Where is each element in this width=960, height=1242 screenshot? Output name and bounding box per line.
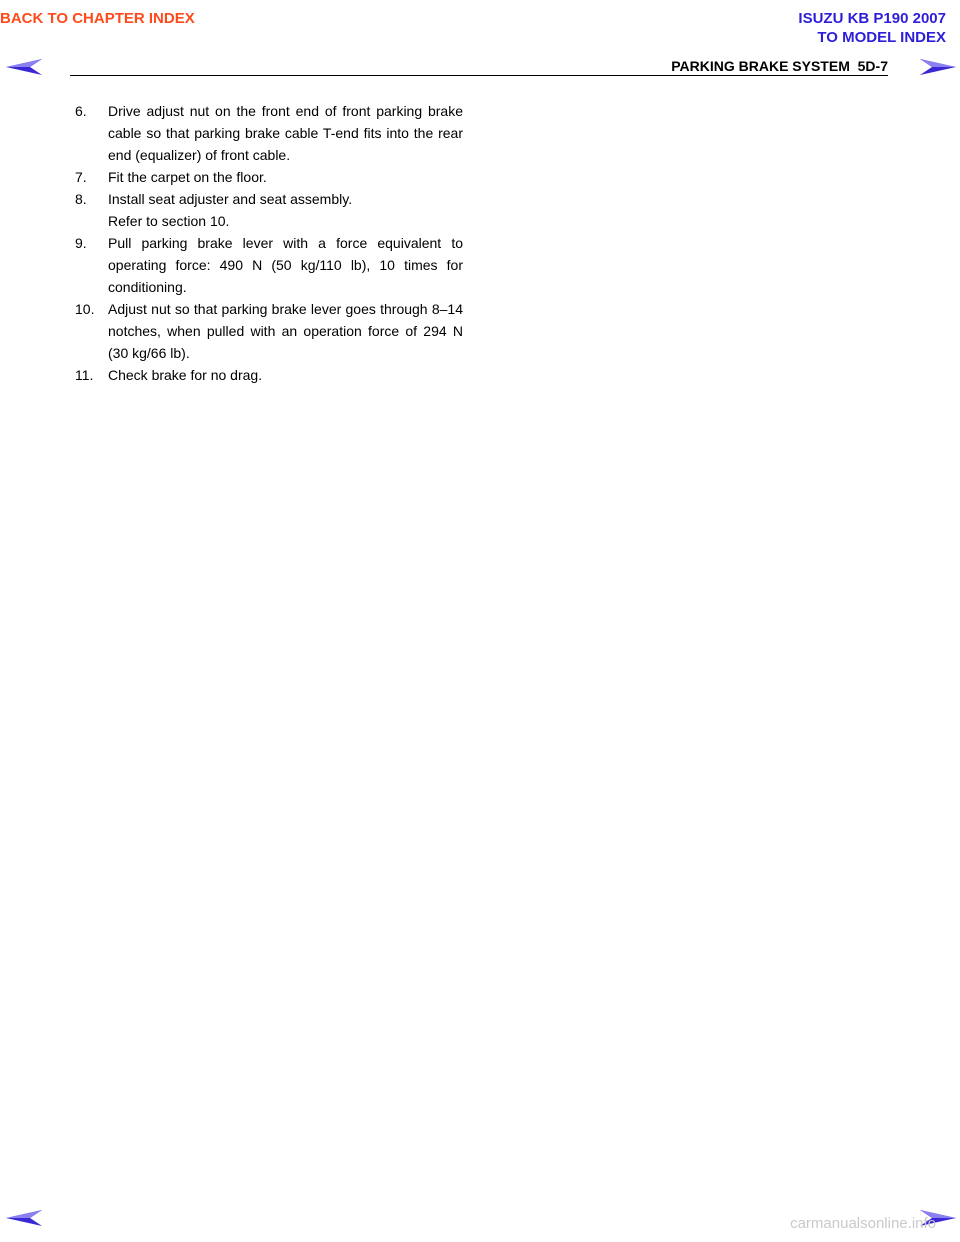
- previous-page-arrow-icon[interactable]: [4, 1208, 44, 1228]
- header-divider: [70, 75, 888, 76]
- back-to-chapter-index-link[interactable]: BACK TO CHAPTER INDEX: [0, 10, 195, 27]
- step-number: 11.: [75, 367, 94, 383]
- step-text: Adjust nut so that parking brake lever goes through 8–14 notches, when pulled with an operation force of 294 N (30 kg/66 lb).: [108, 301, 463, 361]
- section-header: PARKING BRAKE SYSTEM 5D-7: [671, 58, 888, 74]
- previous-page-arrow-icon[interactable]: [4, 57, 44, 77]
- step-text: Install seat adjuster and seat assembly.: [108, 191, 353, 207]
- list-item: [75, 100, 463, 166]
- to-model-index-link[interactable]: TO MODEL INDEX: [817, 29, 946, 46]
- list-item: [75, 232, 463, 298]
- step-text: Check brake for no drag.: [108, 367, 263, 383]
- step-text: Drive adjust nut on the front end of front parking brake cable so that parking brake cable T-end fits into the rear end (equalizer) of front cable.: [108, 103, 463, 163]
- procedure-steps: [75, 100, 463, 386]
- list-item: [75, 166, 463, 188]
- model-title-link[interactable]: ISUZU KB P190 2007: [798, 10, 946, 27]
- step-number: 8.: [75, 191, 87, 207]
- list-item: [75, 364, 463, 386]
- list-item: [75, 298, 463, 364]
- list-item: [75, 188, 463, 232]
- step-number: 9.: [75, 235, 87, 251]
- step-note: Refer to section 10.: [108, 213, 230, 229]
- step-number: 6.: [75, 103, 87, 119]
- step-number: 7.: [75, 169, 87, 185]
- next-page-arrow-icon[interactable]: [918, 57, 958, 77]
- step-number: 10.: [75, 301, 95, 317]
- step-text: Pull parking brake lever with a force equivalent to operating force: 490 N (50 kg/110 lb), 10 times for conditioning.: [108, 235, 463, 295]
- watermark: carmanualsonline.info: [790, 1215, 936, 1232]
- step-text: Fit the carpet on the floor.: [108, 169, 267, 185]
